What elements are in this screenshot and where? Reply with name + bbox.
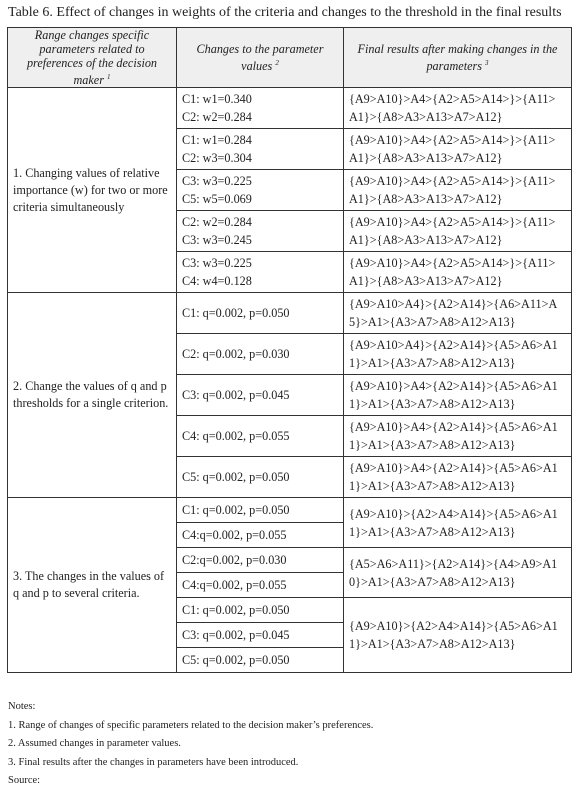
change-line: C3: w3=0.245 (182, 233, 252, 248)
result-cell (344, 548, 572, 598)
result-line: 1}>A1>{A3>A7>A8>A12>A13} (349, 479, 516, 494)
result-line: A1}>{A8>A3>A13>A7>A12} (349, 151, 503, 166)
result-line: 1}>A1>{A3>A7>A8>A12>A13} (349, 524, 516, 539)
table-row (8, 498, 572, 523)
change-line: C2: w3=0.304 (182, 151, 252, 166)
table-row (8, 88, 572, 129)
result-cell (344, 129, 572, 170)
change-cell: C5: q=0.002, p=0.050 (177, 457, 344, 498)
result-line: {A9>A10}>A4>{A2>A5>A14>}>{A11> (349, 92, 556, 107)
result-line: {A9>A10}>A4>{A2>A14}>{A5>A6>A1 (349, 379, 558, 394)
table-row (8, 293, 572, 334)
change-line: C3: w3=0.225 (182, 174, 252, 189)
change-cell (177, 129, 344, 170)
change-cell: C3: q=0.002, p=0.045 (177, 623, 344, 648)
notes-title: Notes: (8, 701, 36, 712)
note-3: 3. Final results after the changes in parameters have been introduced. (8, 756, 299, 768)
section3-category: 3. The changes in the values of q and p to several criteria. (8, 498, 177, 673)
change-line: C2: w2=0.284 (182, 215, 252, 230)
change-cell (177, 88, 344, 129)
change-line: C3: w3=0.225 (182, 256, 252, 271)
change-line: C1: w1=0.340 (182, 92, 252, 107)
result-line: {A9>A10}>{A2>A4>A14}>{A5>A6>A1 (349, 506, 558, 521)
result-line: {A9>A10}>{A2>A4>A14}>{A5>A6>A1 (349, 619, 558, 634)
result-line: 1}>A1>{A3>A7>A8>A12>A13} (349, 356, 516, 371)
result-line: 5}>A1>{A3>A7>A8>A12>A13} (349, 315, 516, 330)
result-line: {A9>A10}>A4>{A2>A5>A14>}>{A11> (349, 256, 556, 271)
result-line: A1}>{A8>A3>A13>A7>A12} (349, 110, 503, 125)
change-cell: C4:q=0.002, p=0.055 (177, 523, 344, 548)
section1-category: 1. Changing values of relative importance (w) for two or more criteria simultaneously (8, 88, 177, 293)
table-notes (8, 698, 373, 791)
change-cell (177, 252, 344, 293)
header-col2-sup: 2 (275, 59, 279, 67)
results-table (7, 27, 572, 673)
header-col2 (177, 28, 344, 88)
result-cell (344, 252, 572, 293)
header-col3 (344, 28, 572, 88)
result-line: {A9>A10}>A4>{A2>A14}>{A5>A6>A1 (349, 420, 558, 435)
header-col3-text: Final results after making changes in the parameters (357, 42, 558, 74)
result-line: {A9>A10}>A4>{A2>A5>A14>}>{A11> (349, 215, 556, 230)
change-line: C1: w1=0.284 (182, 133, 252, 148)
change-cell: C3: q=0.002, p=0.045 (177, 375, 344, 416)
result-line: 1}>A1>{A3>A7>A8>A12>A13} (349, 637, 516, 652)
change-cell: C1: q=0.002, p=0.050 (177, 498, 344, 523)
result-cell (344, 211, 572, 252)
change-cell: C1: q=0.002, p=0.050 (177, 293, 344, 334)
header-row (8, 28, 572, 88)
change-cell: C2:q=0.002, p=0.030 (177, 548, 344, 573)
change-cell: C1: q=0.002, p=0.050 (177, 598, 344, 623)
change-line: C2: w2=0.284 (182, 110, 252, 125)
header-col1-sup: 1 (107, 73, 111, 81)
section2-category: 2. Change the values of q and p thresholds for a single criterion. (8, 293, 177, 498)
change-line: C4: w4=0.128 (182, 274, 252, 289)
table-caption: Table 6. Effect of changes in weights of the criteria and changes to the threshold in the final results (8, 5, 562, 20)
change-cell: C4:q=0.002, p=0.055 (177, 573, 344, 598)
change-line: C5: w5=0.069 (182, 192, 252, 207)
result-line: 1}>A1>{A3>A7>A8>A12>A13} (349, 397, 516, 412)
header-col1 (8, 28, 177, 88)
note-2: 2. Assumed changes in parameter values. (8, 738, 181, 749)
result-line: {A9>A10>A4}>{A2>A14}>{A5>A6>A1 (349, 338, 558, 353)
header-col1-text: Range changes specific parameters related to preferences of the decision maker (26, 28, 158, 88)
result-line: {A9>A10>A4}>{A2>A14}>{A6>A11>A (349, 297, 558, 312)
result-line: {A9>A10}>A4>{A2>A5>A14>}>{A11> (349, 174, 556, 189)
result-line: {A9>A10}>A4>{A2>A14}>{A5>A6>A1 (349, 461, 558, 476)
change-cell (177, 170, 344, 211)
header-col2-text: Changes to the parameter values (196, 42, 324, 74)
change-cell: C4: q=0.002, p=0.055 (177, 416, 344, 457)
result-line: A1}>{A8>A3>A13>A7>A12} (349, 192, 503, 207)
result-cell (344, 334, 572, 375)
result-line: {A5>A6>A11}>{A2>A14}>{A4>A9>A1 (349, 556, 558, 571)
change-cell (177, 211, 344, 252)
result-cell (344, 293, 572, 334)
header-col3-sup: 3 (485, 59, 489, 67)
change-cell: C5: q=0.002, p=0.050 (177, 648, 344, 673)
result-line: A1}>{A8>A3>A13>A7>A12} (349, 233, 503, 248)
result-line: {A9>A10}>A4>{A2>A5>A14>}>{A11> (349, 133, 556, 148)
result-line: 0}>A1>{A3>A7>A8>A12>A13} (349, 574, 516, 589)
result-cell (344, 598, 572, 673)
result-cell (344, 170, 572, 211)
result-cell (344, 375, 572, 416)
result-line: 1}>A1>{A3>A7>A8>A12>A13} (349, 438, 516, 453)
change-cell: C2: q=0.002, p=0.030 (177, 334, 344, 375)
result-cell (344, 498, 572, 548)
result-cell (344, 416, 572, 457)
result-line: A1}>{A8>A3>A13>A7>A12} (349, 274, 503, 289)
note-1: 1. Range of changes of specific parameters related to the decision maker’s preferences. (8, 719, 374, 731)
source-line: Source: (8, 775, 41, 786)
result-cell (344, 457, 572, 498)
result-cell (344, 88, 572, 129)
